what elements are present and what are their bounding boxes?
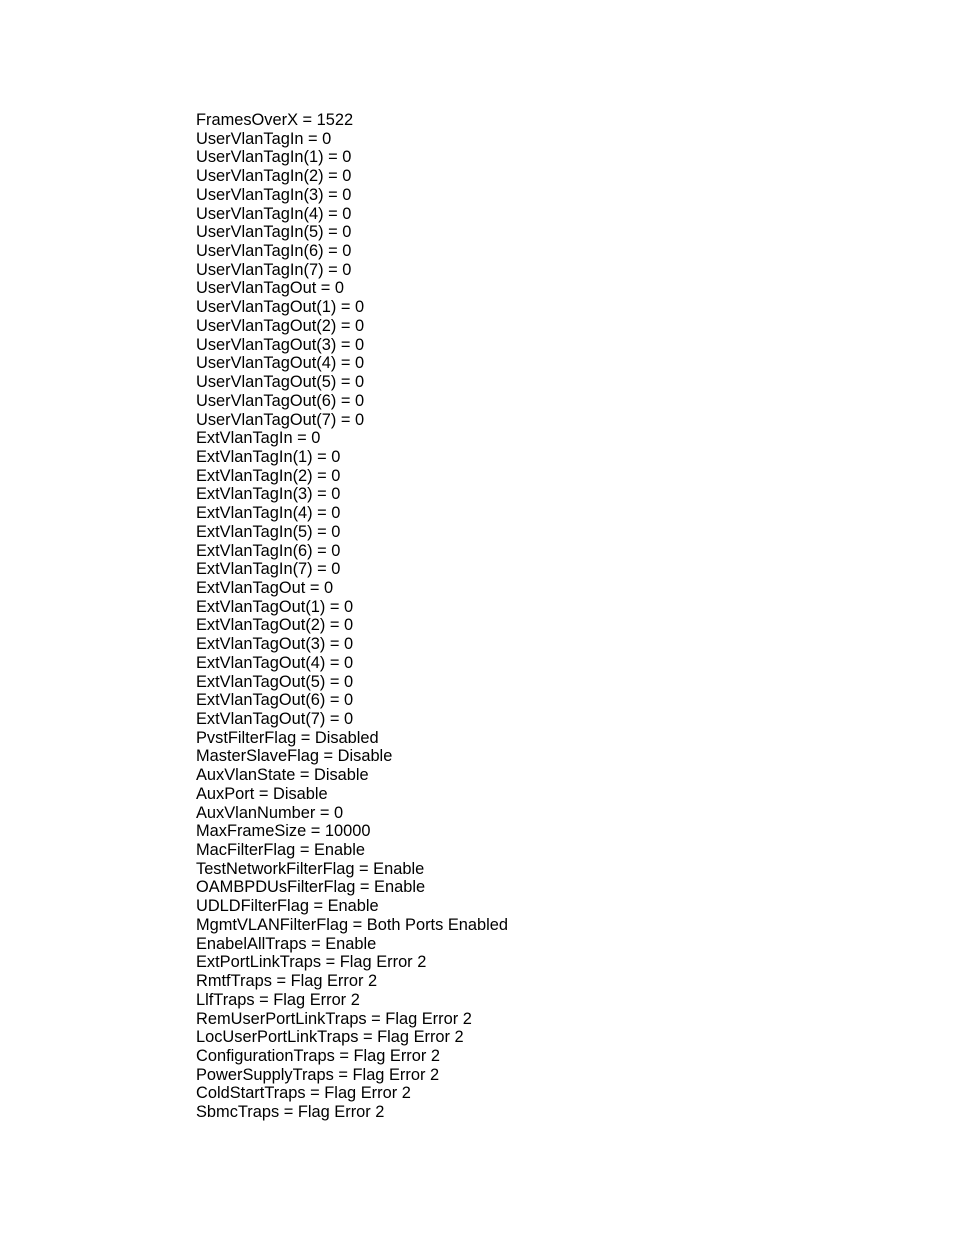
config-line: UserVlanTagIn(7) = 0 — [196, 260, 352, 279]
config-line: ExtVlanTagOut(3) = 0 — [196, 635, 354, 654]
config-line: UserVlanTagOut(4) = 0 — [196, 354, 365, 373]
config-list — [196, 111, 508, 1122]
config-line: ExtVlanTagIn(1) = 0 — [196, 447, 341, 466]
config-line: ExtVlanTagIn(3) = 0 — [196, 485, 341, 504]
config-line: ExtVlanTagIn(4) = 0 — [196, 504, 341, 523]
config-line: ExtVlanTagOut = 0 — [196, 578, 334, 597]
config-line: ColdStartTraps = Flag Error 2 — [196, 1084, 411, 1103]
config-line: UserVlanTagIn(3) = 0 — [196, 185, 352, 204]
config-line: UserVlanTagOut(5) = 0 — [196, 373, 365, 392]
config-line: ConfigurationTraps = Flag Error 2 — [196, 1046, 440, 1065]
config-line: UserVlanTagOut(3) = 0 — [196, 335, 365, 354]
config-line: TestNetworkFilterFlag = Enable — [196, 859, 425, 878]
config-line: AuxPort = Disable — [196, 784, 328, 803]
config-line: ExtVlanTagOut(4) = 0 — [196, 653, 354, 672]
config-line: UserVlanTagIn(1) = 0 — [196, 148, 352, 167]
config-line: ExtVlanTagOut(1) = 0 — [196, 597, 354, 616]
config-line: ExtVlanTagIn = 0 — [196, 429, 321, 448]
config-line: UserVlanTagOut(7) = 0 — [196, 410, 365, 429]
config-line: OAMBPDUsFilterFlag = Enable — [196, 878, 426, 897]
config-line: UserVlanTagIn(5) = 0 — [196, 223, 352, 242]
config-line: ExtVlanTagOut(6) = 0 — [196, 691, 354, 710]
config-line: LlfTraps = Flag Error 2 — [196, 990, 360, 1009]
config-line: UDLDFilterFlag = Enable — [196, 897, 379, 916]
config-line: AuxVlanNumber = 0 — [196, 803, 344, 822]
config-line: ExtVlanTagOut(5) = 0 — [196, 672, 354, 691]
config-line: UserVlanTagOut = 0 — [196, 279, 345, 298]
config-line: ExtVlanTagIn(6) = 0 — [196, 541, 341, 560]
config-line: PowerSupplyTraps = Flag Error 2 — [196, 1065, 440, 1084]
config-line: UserVlanTagIn(6) = 0 — [196, 242, 352, 261]
config-line: EnabelAllTraps = Enable — [196, 934, 377, 953]
config-line: MaxFrameSize = 10000 — [196, 822, 371, 841]
config-line: ExtVlanTagIn(2) = 0 — [196, 466, 341, 485]
config-line: RemUserPortLinkTraps = Flag Error 2 — [196, 1009, 472, 1028]
config-line: PvstFilterFlag = Disabled — [196, 728, 379, 747]
config-line: FramesOverX = 1522 — [196, 111, 354, 129]
config-line: ExtVlanTagOut(2) = 0 — [196, 616, 354, 635]
config-line: UserVlanTagOut(1) = 0 — [196, 298, 365, 317]
config-line: RmtfTraps = Flag Error 2 — [196, 972, 378, 991]
config-line: UserVlanTagIn = 0 — [196, 129, 332, 148]
config-line: UserVlanTagIn(2) = 0 — [196, 167, 352, 186]
config-line: UserVlanTagOut(6) = 0 — [196, 391, 365, 410]
config-line: MgmtVLANFilterFlag = Both Ports Enabled — [196, 915, 509, 934]
config-line: UserVlanTagOut(2) = 0 — [196, 316, 365, 335]
config-line: ExtPortLinkTraps = Flag Error 2 — [196, 953, 427, 972]
config-line: ExtVlanTagIn(7) = 0 — [196, 560, 341, 579]
config-line: SbmcTraps = Flag Error 2 — [196, 1103, 385, 1122]
config-line: UserVlanTagIn(4) = 0 — [196, 204, 352, 223]
config-line: MasterSlaveFlag = Disable — [196, 747, 393, 766]
config-line: LocUserPortLinkTraps = Flag Error 2 — [196, 1028, 464, 1047]
config-line: ExtVlanTagIn(5) = 0 — [196, 522, 341, 541]
config-line: AuxVlanState = Disable — [196, 766, 369, 785]
config-line: ExtVlanTagOut(7) = 0 — [196, 710, 354, 728]
config-line: MacFilterFlag = Enable — [196, 841, 365, 860]
